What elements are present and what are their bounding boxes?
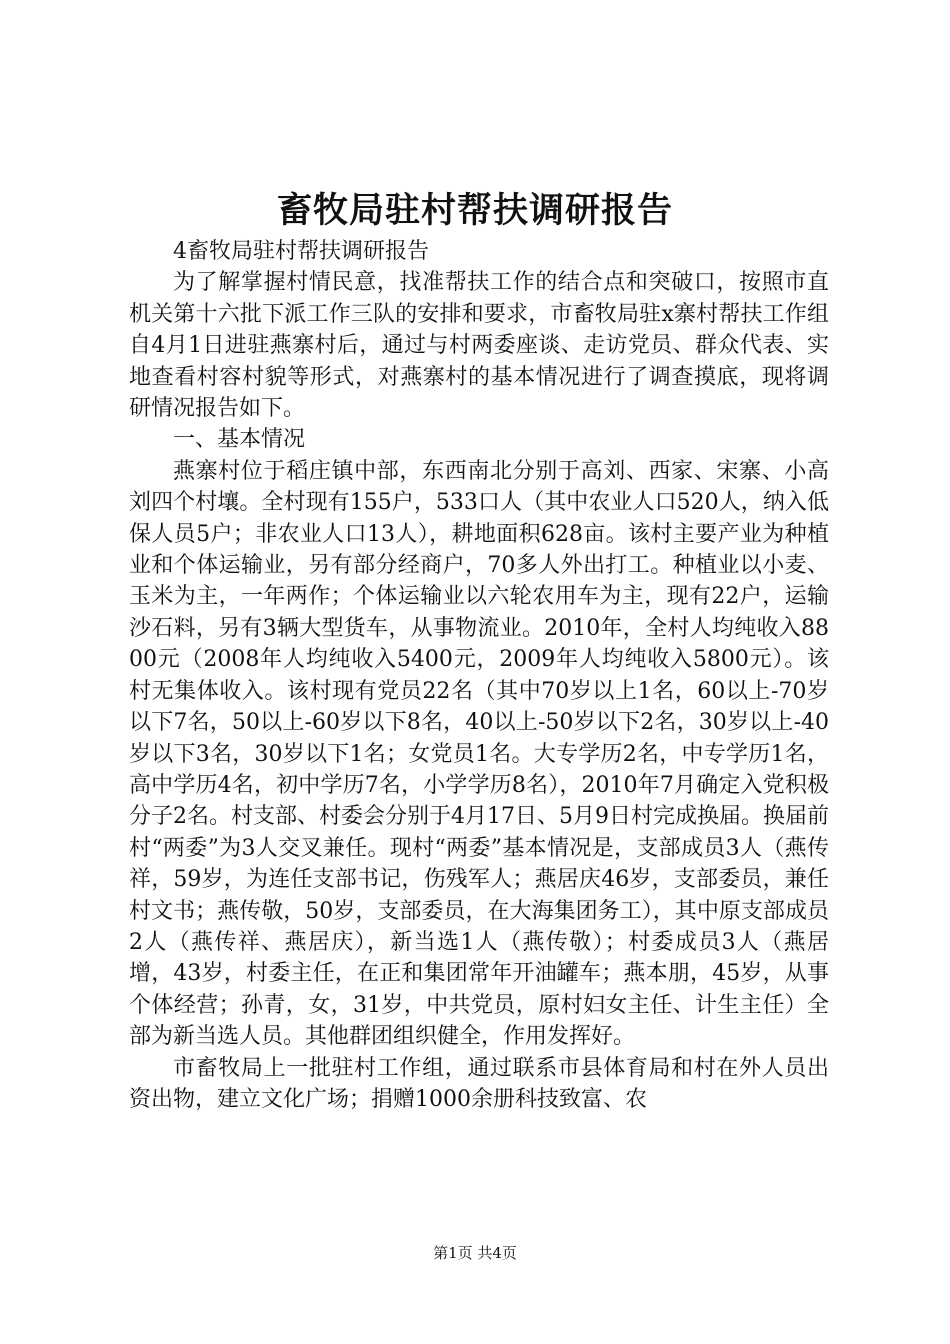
previous-work-paragraph: 市畜牧局上一批驻村工作组，通过联系市县体育局和村在外人员出资出物，建立文化广场；捐赠1000余册科技致富、农 (129, 1055, 829, 1112)
section-heading: 一、基本情况 (173, 427, 306, 453)
subtitle-paragraph: 4畜牧局驻村帮扶调研报告 (173, 239, 429, 264)
document-body (129, 236, 829, 1115)
intro-paragraph: 为了解掌握村情民意，找准帮扶工作的结合点和突破口，按照市直机关第十六批下派工作三队的安排和要求，市畜牧局驻x寨村帮扶工作组自4月1日进驻燕寨村后，通过与村两委座谈、走访党员、群众代表、实地查看村容村貌等形式，对燕寨村的基本情况进行了调查摸底，现将调研情况报告如下。 (129, 270, 829, 422)
page-footer: 第1页 共4页 (433, 1244, 517, 1262)
document-title: 畜牧局驻村帮扶调研报告 (276, 190, 673, 231)
basic-info-paragraph: 燕寨村位于稻庄镇中部，东西南北分别于高刘、西家、宋寨、小高刘四个村壤。全村现有155户，533口人（其中农业人口520人，纳入低保人员5户；非农业人口13人），耕地面积628亩。该村主要产业为种植业和个体运输业，另有部分经商户，70多人外出打工。种植业以小麦、玉米为主，一年两作；个体运输业以六轮农用车为主，现有22户，运输沙石料，另有3辆大型货车，从事物流业。2010年，全村人均纯收入8800元（2008年人均纯收入5400元，2009年人均纯收入5800元）。该村无集体收入。该村现有党员22名（其中70岁以上1名，60以上-70岁以下7名，50以上-60岁以下8名，40以上-50岁以下2名，30岁以上-40岁以下3名，30岁以下1名；女党员1名。大专学历2名，中专学历1名，高中学历4名，初中学历7名，小学学历8名），2010年7月确定入党积极分子2名。村支部、村委会分别于4月17日、5月9日村完成换届。换届前村“两委”为3人交叉兼任。现村“两委”基本情况是，支部成员3人（燕传祥，59岁，为连任支部书记，伤残军人；燕居庆46岁，支部委员，兼任村文书；燕传敬，50岁，支部委员，在大海集团务工），其中原支部成员2人（燕传祥、燕居庆），新当选1人（燕传敬）；村委成员3人（燕居增，43岁，村委主任，在正和集团常年开油罐车；燕本朋，45岁，从事个体经营；孙青，女，31岁，中共党员，原村妇女主任、计生主任）全部为新当选人员。其他群团组织健全，作用发挥好。 (129, 458, 829, 1050)
